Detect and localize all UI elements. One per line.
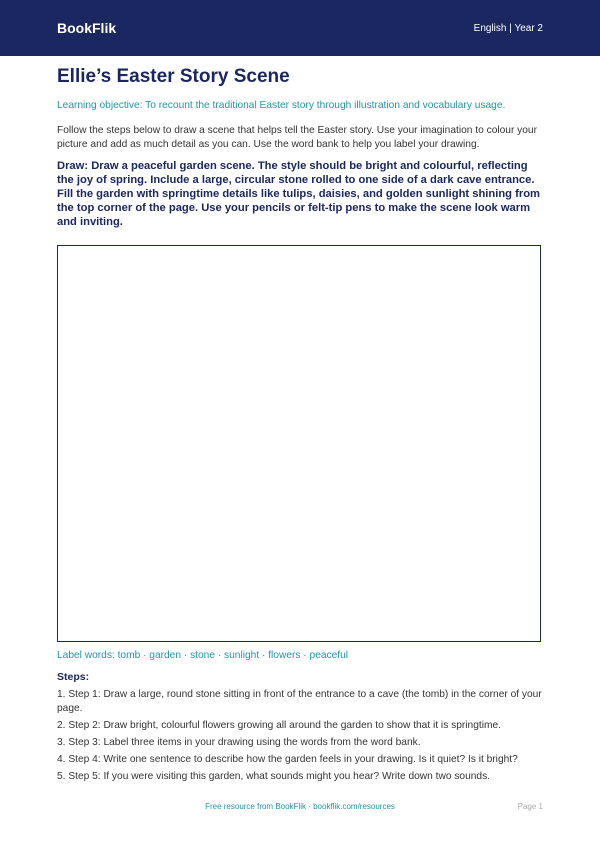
drawing-area[interactable] bbox=[57, 245, 541, 642]
step-item: 4. Step 4: Write one sentence to describe how the garden feels in your drawing. Is it quiet? Is it bright? bbox=[57, 754, 518, 765]
steps-list bbox=[57, 688, 547, 787]
learning-objective: Learning objective: To recount the traditional Easter story through illustration and vocabulary usage. bbox=[57, 100, 506, 111]
step-item: 1. Step 1: Draw a large, round stone sitting in front of the entrance to a cave (the tomb) in the corner of your page. bbox=[57, 689, 542, 714]
page-header bbox=[0, 0, 600, 56]
subject-year-label: English | Year 2 bbox=[473, 22, 543, 34]
step-item: 3. Step 3: Label three items in your drawing using the words from the word bank. bbox=[57, 737, 421, 748]
step-item: 2. Step 2: Draw bright, colourful flowers growing all around the garden to show that it is springtime. bbox=[57, 720, 501, 731]
label-word-bank: Label words: tomb · garden · stone · sunlight · flowers · peaceful bbox=[57, 650, 349, 661]
footer-resource-link[interactable]: Free resource from BookFlik · bookflik.com/resources bbox=[205, 802, 395, 811]
steps-heading: Steps: bbox=[57, 671, 90, 683]
page-title: Ellie’s Easter Story Scene bbox=[57, 66, 290, 87]
intro-paragraph: Follow the steps below to draw a scene that helps tell the Easter story. Use your imagination to colour your picture and add as much detail as you can. Use the word bank to help you label your drawing. bbox=[57, 125, 537, 150]
brand-logo-text: BookFlik bbox=[57, 20, 117, 36]
step-item: 5. Step 5: If you were visiting this garden, what sounds might you hear? Write down two sounds. bbox=[57, 771, 491, 782]
page-number: Page 1 bbox=[517, 802, 543, 811]
draw-instruction: Draw: Draw a peaceful garden scene. The style should be bright and colourful, reflecting the joy of spring. Include a large, circular stone rolled to one side of a dark cave entrance. Fill the garden with springtime details like tulips, daisies, and golden sunlight shining from the top corner of the page. Use your pencils or felt-tip pens to make the scene look warm and inviting. bbox=[57, 160, 540, 228]
